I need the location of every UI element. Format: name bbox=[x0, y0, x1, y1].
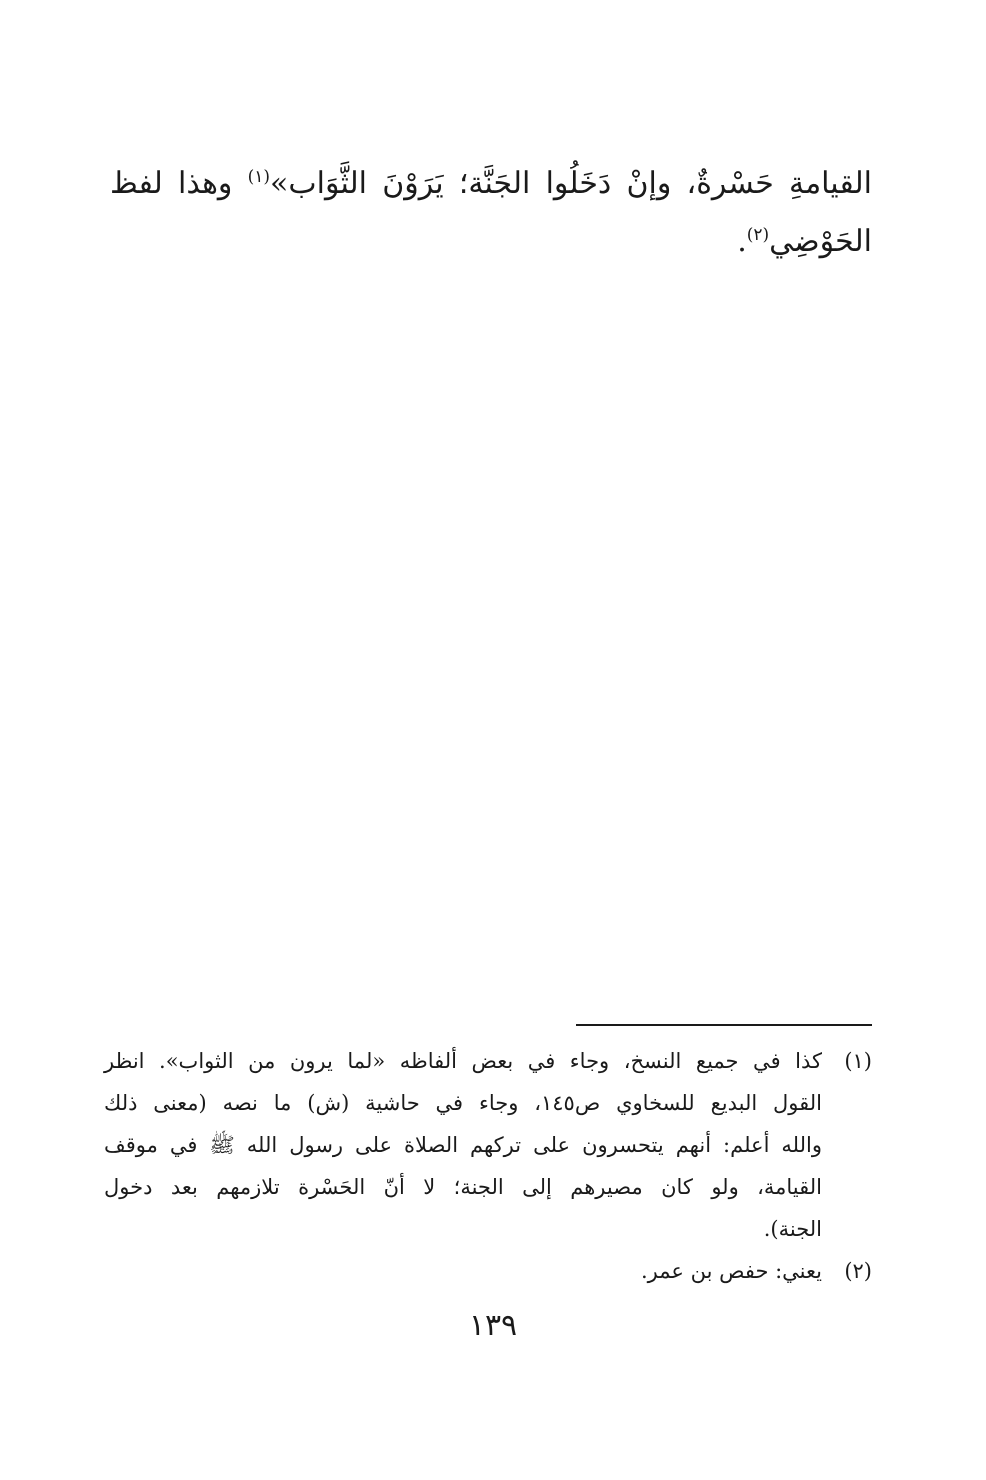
footnote-line: القول البديع للسخاوي ص١٤٥، وجاء في حاشية (ش) ما نصه (معنى ذلك bbox=[104, 1091, 822, 1115]
main-text-line bbox=[110, 155, 872, 213]
footnote-reference: (٢) bbox=[746, 225, 770, 245]
footnote-marker: (٢) bbox=[844, 1259, 872, 1283]
main-text bbox=[110, 155, 872, 271]
main-text-segment: وهذا لفظ bbox=[110, 166, 248, 201]
footnote-line: الجنة). bbox=[763, 1217, 822, 1241]
main-text-line bbox=[110, 213, 872, 271]
page-number: ١٣٩ bbox=[468, 1308, 518, 1343]
footnote-line: يعني: حفص بن عمر. bbox=[640, 1259, 822, 1283]
footnote-1 bbox=[104, 1040, 872, 1250]
footnote-line: كذا في جميع النسخ، وجاء في بعض ألفاظه «لما يرون من الثواب». انظر bbox=[104, 1049, 822, 1073]
main-text-segment: الحَوْضِي bbox=[769, 224, 872, 259]
footnote-2 bbox=[104, 1250, 872, 1292]
footnote-marker: (١) bbox=[844, 1049, 872, 1073]
footnote-line: القيامة، ولو كان مصيرهم إلى الجنة؛ لا أنّ الحَسْرة تلازمهم بعد دخول bbox=[104, 1175, 822, 1199]
main-text-segment: . bbox=[737, 224, 747, 259]
footnotes bbox=[104, 1040, 872, 1292]
footnote-reference: (١) bbox=[247, 167, 271, 187]
main-text-segment: القيامةِ حَسْرةٌ، وإنْ دَخَلُوا الجَنَّة؛ يَرَوْنَ الثَّوَاب» bbox=[270, 166, 873, 201]
footnote-body bbox=[104, 1040, 822, 1250]
footnote-body bbox=[104, 1250, 822, 1292]
footnote-separator bbox=[576, 1024, 872, 1026]
footnote-line: والله أعلم: أنهم يتحسرون على تركهم الصلاة على رسول الله ﷺ في موقف bbox=[104, 1133, 822, 1157]
